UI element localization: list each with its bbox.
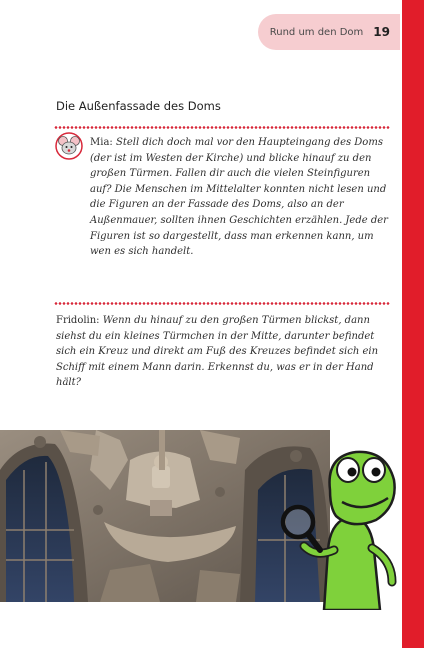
fridolin-paragraph [56, 313, 386, 391]
speaker-mia: Mia: [90, 137, 113, 148]
divider-top [54, 126, 390, 129]
running-header [258, 14, 400, 50]
running-title: Rund um den Dom [269, 26, 364, 38]
mouse-icon [55, 132, 83, 160]
mia-text: Stell dich doch mal vor den Haupteingang des Doms (der ist im Westen der Kirche) und blicke hinauf zu den großen Türmen. Fallen dir auch die vielen Steinfiguren auf? Die Menschen im Mittelalter konnten nicht lesen und die Figuren an der Fassade des Doms, also an der Außenmauer, sollten ihnen Geschichten erzählen. Jede der Figuren ist so dargestellt, dass man erkennen kann, um wen es sich handelt. [90, 137, 388, 258]
frog-mascot-icon [276, 440, 402, 610]
section-title: Die Außenfassade des Doms [56, 99, 221, 113]
page-edge-bar [402, 0, 424, 648]
fridolin-text: Wenn du hinauf zu den großen Türmen blickst, dann siehst du ein kleines Türmchen in der Mitte, darunter befindet sich ein Kreuz und direkt am Fuß des Kreuzes befindet sich ein Schiff mit einem Mann darin. Erkennst du, was er in der Hand hält? [56, 315, 379, 389]
speaker-fridolin: Fridolin: [56, 315, 100, 326]
divider-middle [54, 302, 390, 305]
mia-paragraph [90, 135, 388, 260]
page-number: 19 [373, 25, 390, 39]
